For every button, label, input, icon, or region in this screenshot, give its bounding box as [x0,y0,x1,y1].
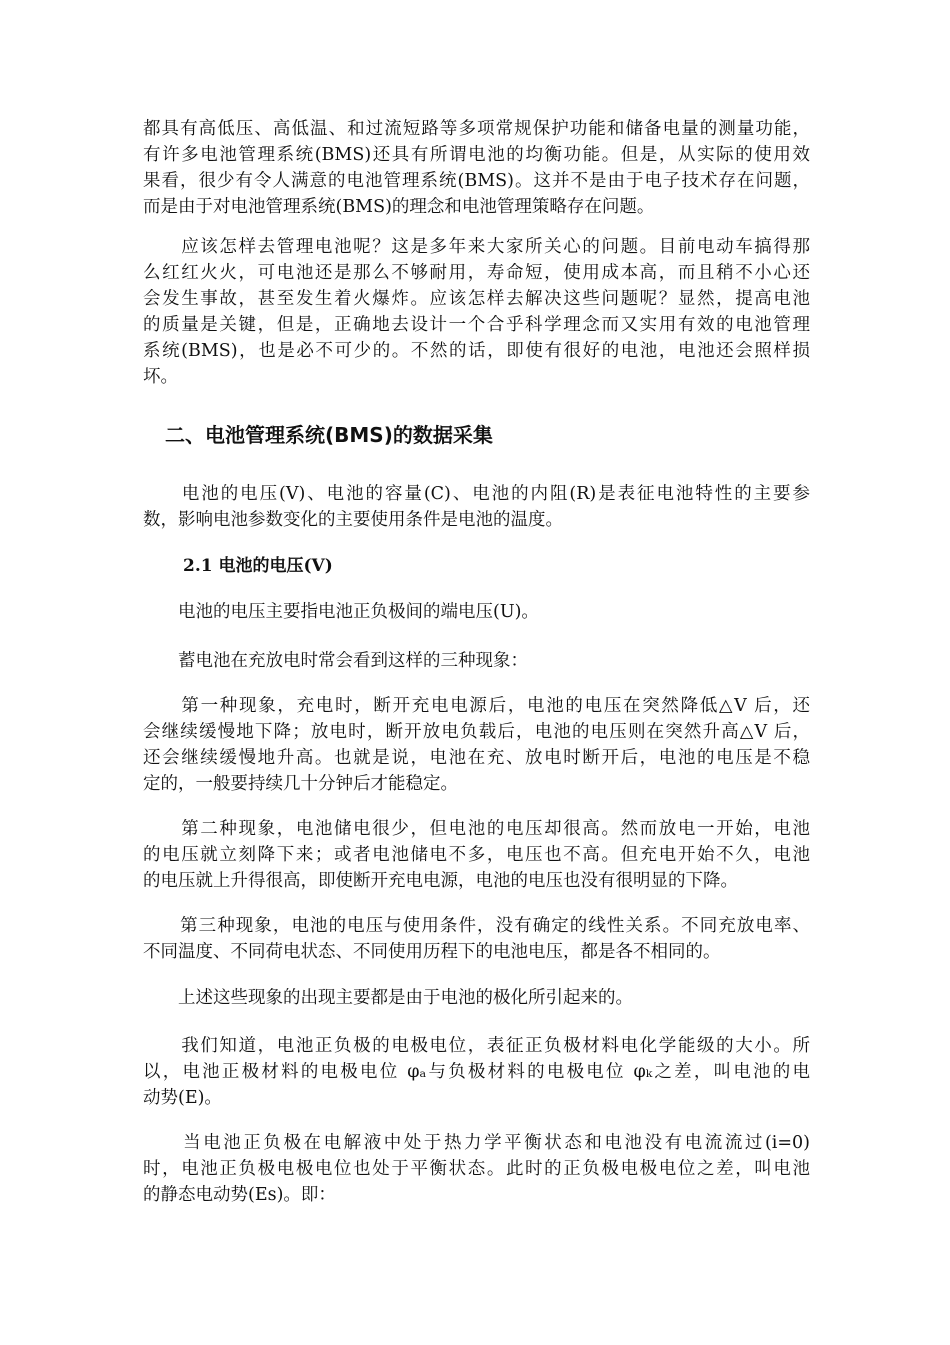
text-line: 蓄电池在充放电时常会看到这样的三种现象： [143,651,528,671]
subsection-heading: 2.1 电池的电压(V) [183,556,333,576]
text-line: 上述这些现象的出现主要都是由于电池的极化所引起来的。 [143,988,633,1008]
text-line: 系统(BMS)，也是必不可少的。不然的话，即使有很好的电池，电池还会照样损 [143,341,810,361]
paragraph-polarization [143,985,810,1011]
paragraph-bms-intro [143,116,810,220]
text-line: 么红红火火，可电池还是那么不够耐用，寿命短，使用成本高，而且稍不小心还 [143,263,810,283]
text-line: 还会继续缓慢地升高。也就是说，电池在充、放电时断开后，电池的电压是不稳 [143,748,810,768]
text-line: 坏。 [143,367,178,387]
text-line: 不同温度、不同荷电状态、不同使用历程下的电池电压，都是各不相同的。 [143,942,721,962]
paragraph-three-phenomena [143,648,810,674]
text-line: 我们知道，电池正负极的电极电位，表征正负极材料电化学能级的大小。所 [143,1036,810,1056]
text-line: 的静态电动势(Es)。即： [143,1185,336,1205]
text-line: 电池的电压主要指电池正负极间的端电压(U)。 [143,602,539,622]
paragraph-battery-params [143,481,810,533]
section-heading: 二、电池管理系统(BMS)的数据采集 [165,423,493,447]
paragraph-electromotive-force [143,1033,810,1111]
text-line: 有许多电池管理系统(BMS)还具有所谓电池的均衡功能。但是，从实际的使用效 [143,145,810,165]
text-line: 应该怎样去管理电池呢？这是多年来大家所关心的问题。目前电动车搞得那 [143,237,810,257]
text-line: 时，电池正负极电极电位也处于平衡状态。此时的正负极电极电位之差，叫电池 [143,1159,810,1179]
text-line: 第一种现象，充电时，断开充电电源后，电池的电压在突然降低△V 后，还 [143,696,810,716]
text-line: 的质量是关键，但是，正确地去设计一个合乎科学理念而又实用有效的电池管理 [143,315,810,335]
text-line: 的电压就上升得很高，即使断开充电电源，电池的电压也没有很明显的下降。 [143,871,738,891]
text-line: 以，电池正极材料的电极电位 φₐ与负极材料的电极电位 φₖ之差，叫电池的电 [143,1062,810,1082]
text-line: 定的，一般要持续几十分钟后才能稳定。 [143,774,458,794]
paragraph-phenomenon-two [143,816,810,894]
text-line: 数，影响电池参数变化的主要使用条件是电池的温度。 [143,510,563,530]
text-line: 会发生事故，甚至发生着火爆炸。应该怎样去解决这些问题呢？显然，提高电池 [143,289,810,309]
text-line: 电池的电压(V)、电池的容量(C)、电池的内阻(R)是表征电池特性的主要参 [143,484,810,504]
text-line: 会继续缓慢地下降；放电时，断开放电负载后，电池的电压则在突然升高△V 后， [143,722,810,742]
paragraph-phenomenon-three [143,913,810,965]
text-line: 当电池正负极在电解液中处于热力学平衡状态和电池没有电流流过(i=0) [143,1133,810,1153]
text-line: 而是由于对电池管理系统(BMS)的理念和电池管理策略存在问题。 [143,197,655,217]
text-line: 第三种现象，电池的电压与使用条件，没有确定的线性关系。不同充放电率、 [143,916,810,936]
text-line: 的电压就立刻降下来；或者电池储电不多，电压也不高。但充电开始不久，电池 [143,845,810,865]
text-line: 第二种现象，电池储电很少，但电池的电压却很高。然而放电一开始，电池 [143,819,810,839]
paragraph-phenomenon-one [143,693,810,797]
text-line: 都具有高低压、高低温、和过流短路等多项常规保护功能和储备电量的测量功能， [143,119,810,139]
text-line: 动势(E)。 [143,1088,222,1108]
paragraph-how-to-manage [143,234,810,390]
text-line: 果看，很少有令人满意的电池管理系统(BMS)。这并不是由于电子技术存在问题， [143,171,810,191]
paragraph-voltage-definition [143,599,810,625]
paragraph-static-emf [143,1130,810,1208]
